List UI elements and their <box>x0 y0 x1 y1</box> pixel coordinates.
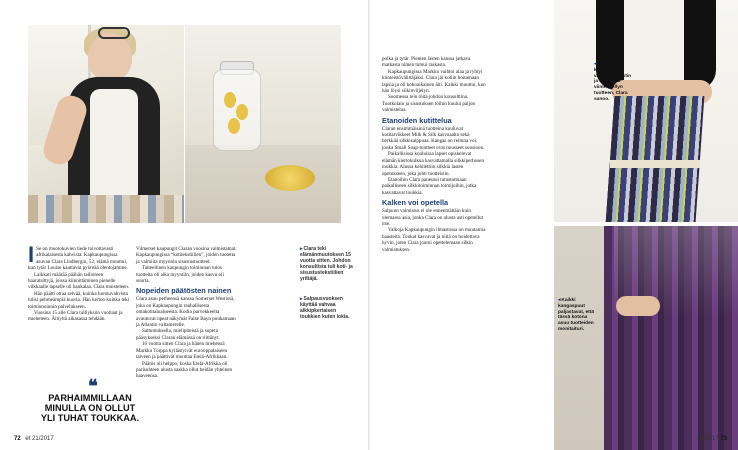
hand <box>616 296 660 316</box>
cocoon <box>236 104 248 120</box>
woman-head <box>88 33 132 81</box>
photo-jar-of-cocoons <box>185 25 341 223</box>
caption-arrow-icon: ◂ <box>594 62 597 67</box>
paragraph: 16 vuotta sitten Clara ja hänen miehensä Markku Torppa kyllästyivät eurooppalaiseen talveen ja päättivät muuttaa Etelä-Afrikkaan. <box>136 341 228 361</box>
paragraph: Laikkati määrää päähän tailioreen haaratsittyjä, joissa kiinnittäminen pienelle vilkkaalle lapselle oli hankalaa. Clara muisteleen. <box>28 271 130 291</box>
section-heading: Nopeiden päätösten nainen <box>136 286 232 296</box>
photo-loom-purple <box>554 226 738 450</box>
photo-caption: ◂Tämä on käsityöläisen valmistaa siistin ja kauniista viimeistellyn tuotteen, Clara sanoo. <box>594 62 632 102</box>
glasses-icon <box>98 27 130 39</box>
dropcap: I <box>28 242 35 267</box>
paragraph: Hän päätti ottaa selvää, kuinka luomuvahvista tulisi pehmeämpiä kuoria. Hän kertoo kuinka teki toiminnoinnin palvelukseen. <box>28 290 130 310</box>
photo-caption: ▸Salpausvuoksen käyttää vahvaa alkkipkertaisen toukkien kuten lokia. <box>300 296 350 320</box>
glass-jar <box>213 69 261 151</box>
photo-woman-with-glasses <box>28 25 184 223</box>
table-surface <box>185 145 341 223</box>
photo-caption: ◂Kaikki kangaspuut paljastavat, että tässä kotona asuu tuotteiden monitaituri. <box>558 298 594 332</box>
caption-arrow-icon: ▸ <box>300 296 303 302</box>
paragraph: Paikallisissa kouluissa lapset opiskelevat elämän kiertokulkua kasvattamalla silkkiperhosen toukkia. Alussa kehitettiin silkkiä lasten opetukseen, joka johti tuotteisiin. <box>382 151 484 177</box>
yarn-skeins <box>28 195 184 223</box>
section-heading: Kalken voi opetella <box>382 198 449 208</box>
paragraph: Suomessa tein töitä johdon konsulttina. Tuotkolain ja sisustuksen töihin kuului paljon valmistelua. <box>382 94 476 114</box>
paragraph: Etanoihin Clara paneutui tutustuttuaan paikalliseen silkkitoiminnan toimijoihin, jotka kasvattavat toukkia. <box>382 176 477 196</box>
page-number: 73 <box>720 436 728 442</box>
paragraph: polka ja tytär. Pienten lasten kanssa jatkava matkasta nimen tumui raskasta. <box>382 56 471 69</box>
paragraph: Clara asuu perheensä kanssa Somerset Westissä, joka on Kapkaupungin rauhallisesta omakotitaloalueesta. Kodin parvekkeelta avautuvat upeat näkymät False Bayn poukamaan ja Atlantin valtamerelle. <box>136 296 236 329</box>
section-heading: Etanoiden kutittelua <box>382 115 452 125</box>
page-folio-left <box>14 436 54 442</box>
paragraph: Päätös oli helppo, koska Etelä-Afrikka oli parisuhteen alusta saakka ollut heidän yhteinen haaveensa. <box>136 360 233 380</box>
paragraph: Sattumuksella, mielipiteistä ja sopeta pääsykseksi Claran elämässä on riittänyt. <box>136 328 220 341</box>
article-column-1 <box>28 242 130 323</box>
pull-quote: PARHAIMMILLAAN MINULLA ON OLLUT YLI TUHAT TOUKKAA. <box>40 393 140 423</box>
caption-arrow-icon: ◂ <box>558 298 561 303</box>
publication-issue: 21/2017 <box>697 436 719 442</box>
paragraph: Claran ensimmäisinä tuotteina kuuluvat kotitarvikkeet Milk & Silk kasvoaalto sekä herkkää silkkisaippuaa. Kangas on reiluna voi, jonka Small Soap-tuotteet ovat nousseet suosioon. <box>382 125 485 151</box>
paragraph: Vilmetset kaupungit Claran vuosina valmistamat. Kapkaupungissa “kotitekstiilien”, joiden tuotetta ja valmiita myynnin sisustustuotteet. <box>136 246 237 265</box>
quote-mark-icon: ❝ <box>88 376 98 396</box>
paragraph: I Se on muotokuvien tiede toivottavasti afrikalaisesta kahvista. Kapkaupungissa asuvan Clara Lindbergin, 52, elämä muuttui, kun tytär Louise kauttavat pyöreää olentojamme. <box>28 242 128 272</box>
article-column-4 <box>382 56 486 253</box>
paragraph: Kapkaupungissa Markku vaihtoi alaa ja ryhtyi kiinteistövälittäjäksi. Clara jäi kotiin hoitamaan lapsia ja oli kokoaikainen äiti. Kaikki muuttui, kun hän löysi silkinviljelyn. <box>382 68 486 95</box>
cocoon <box>224 92 236 108</box>
article-column-2 <box>136 246 238 380</box>
cocoon <box>228 118 240 134</box>
silk-skein <box>265 165 315 191</box>
woven-rug <box>606 96 705 222</box>
page-number: 72 <box>14 436 21 442</box>
publication-issue: et 21/2017 <box>25 436 54 442</box>
photo-caption: ▸Clara teki elämänmuutoksen 15 vuotta sitten. Johdon konsultista tuli koti- ja sisustustekstiilien yrittäjä. <box>300 246 353 282</box>
paragraph: Salpuun valmistus ei ole ennenmättäin kuin olemassa asia, jonka Clara on alusta asti opetellut itse. <box>382 208 483 227</box>
paragraph: Taiteellinen kaupungin toiminnan tulos tuotteita oli aika myyntiin, joiden kasvu oli suurta. <box>136 265 224 285</box>
paragraph: Valkoja Kapkaupungin ilmastossa on muutamia haasteita. Toukat kasvavat ja niitä on hoidettava hyvin, joten Clara joutui opettelemaan silkin valmistuksen. <box>382 227 486 253</box>
caption-arrow-icon: ▸ <box>300 246 303 252</box>
rug-stripe <box>610 160 700 168</box>
photo-hands-with-rug <box>554 0 738 222</box>
page-folio-right <box>697 436 730 442</box>
left-page <box>0 0 368 450</box>
paragraph: Vuosina 15 alle Clara tulliyksiin vuotiaat ja mieheteen. Äitiyttä aikasassa tehdään. <box>28 310 123 323</box>
